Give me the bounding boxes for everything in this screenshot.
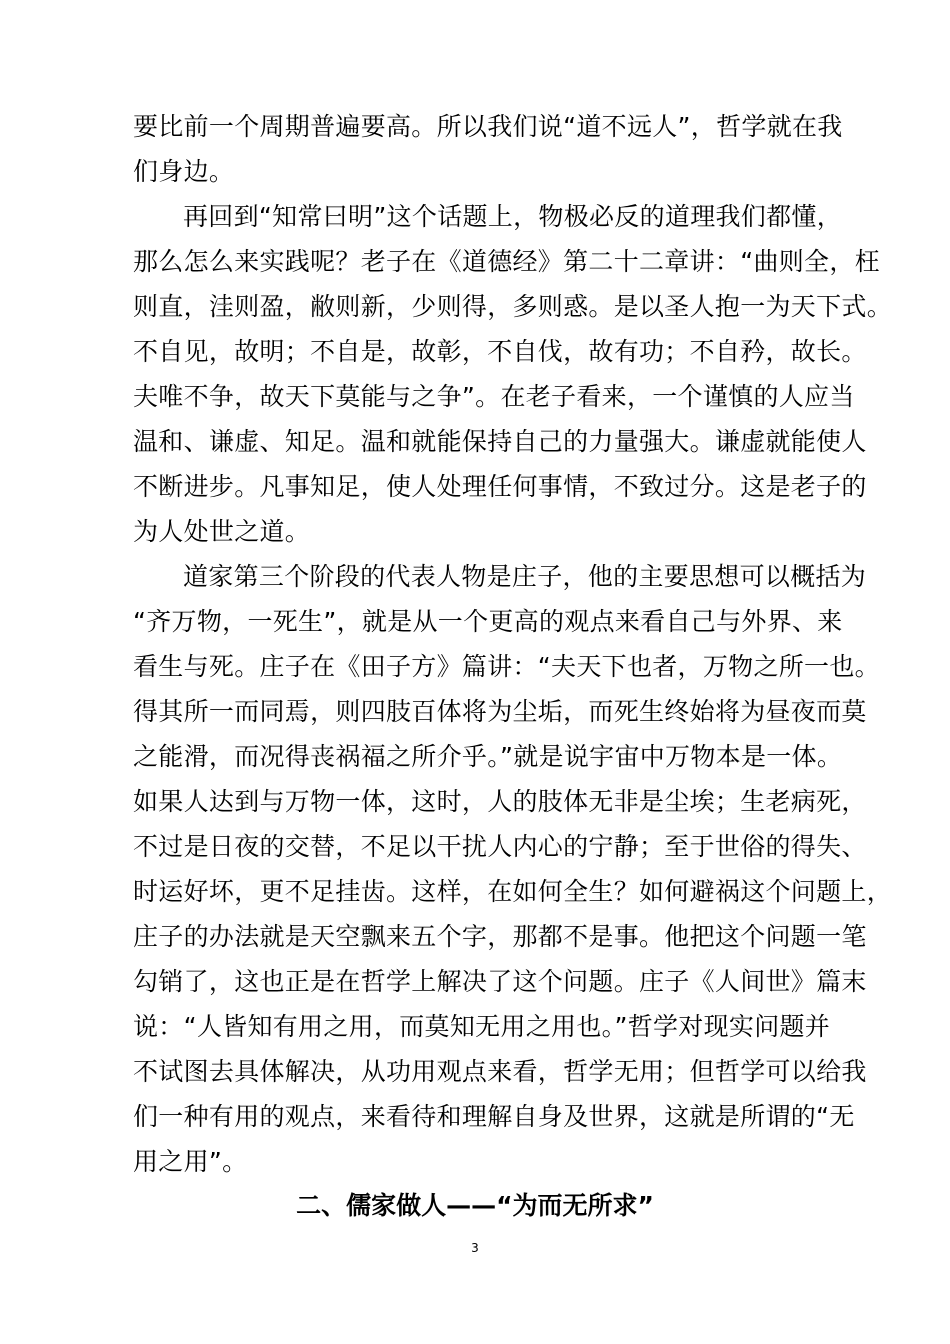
paragraph-start-line: 道家第三个阶段的代表人物是庄子，他的主要思想可以概括为 xyxy=(183,562,867,591)
section-heading: 二、儒家做人——“为而无所求” xyxy=(296,1191,654,1220)
text-line: 看生与死。庄子在《田子方》篇讲：“夫天下也者，万物之所一也。 xyxy=(133,652,880,681)
text-line: “齐万物，一死生”，就是从一个更高的观点来看自己与外界、来 xyxy=(133,607,843,636)
text-line: 用之用”。 xyxy=(133,1147,248,1176)
paragraph-start-line: 再回到“知常曰明”这个话题上，物极必反的道理我们都懂， xyxy=(183,202,843,231)
text-line: 之能滑，而况得丧祸福之所介乎。”就是说宇宙中万物本是一体。 xyxy=(133,742,843,771)
body-text xyxy=(133,104,893,1184)
text-line: 为人处世之道。 xyxy=(133,517,311,546)
text-line: 说：“人皆知有用之用，而莫知无用之用也。”哲学对现实问题并 xyxy=(133,1012,831,1041)
text-line: 不自见，故明；不自是，故彰，不自伐，故有功；不自矜，故长。 xyxy=(133,337,867,366)
text-line: 则直，洼则盈，敝则新，少则得，多则惑。是以圣人抱一为天下式。 xyxy=(133,292,893,321)
text-line: 那么怎么来实践呢？老子在《道德经》第二十二章讲：“曲则全，枉 xyxy=(133,247,880,276)
text-line: 得其所一而同焉，则四肢百体将为尘垢，而死生终始将为昼夜而莫 xyxy=(133,697,867,726)
text-line: 要比前一个周期普遍要高。所以我们说“道不远人”，哲学就在我 xyxy=(133,112,843,141)
text-line: 时运好坏，更不足挂齿。这样，在如何全生？如何避祸这个问题上， xyxy=(133,877,893,906)
text-line: 如果人达到与万物一体，这时，人的肢体无非是尘埃；生老病死， xyxy=(133,787,867,816)
text-line: 不试图去具体解决，从功用观点来看，哲学无用；但哲学可以给我 xyxy=(133,1057,867,1086)
text-line: 不断进步。凡事知足，使人处理任何事情，不致过分。这是老子的 xyxy=(133,472,867,501)
text-line: 勾销了，这也正是在哲学上解决了这个问题。庄子《人间世》篇末 xyxy=(133,967,867,996)
text-line: 夫唯不争，故天下莫能与之争”。在老子看来，一个谨慎的人应当 xyxy=(133,382,855,411)
text-line: 们一种有用的观点，来看待和理解自身及世界，这就是所谓的“无 xyxy=(133,1102,855,1131)
text-line: 温和、谦虚、知足。温和就能保持自己的力量强大。谦虚就能使人 xyxy=(133,427,867,456)
text-line: 们身边。 xyxy=(133,157,235,186)
page-number: 3 xyxy=(471,1241,479,1255)
text-line: 庄子的办法就是天空飘来五个字，那都不是事。他把这个问题一笔 xyxy=(133,922,867,951)
text-line: 不过是日夜的交替，不足以干扰人内心的宁静；至于世俗的得失、 xyxy=(133,832,867,861)
